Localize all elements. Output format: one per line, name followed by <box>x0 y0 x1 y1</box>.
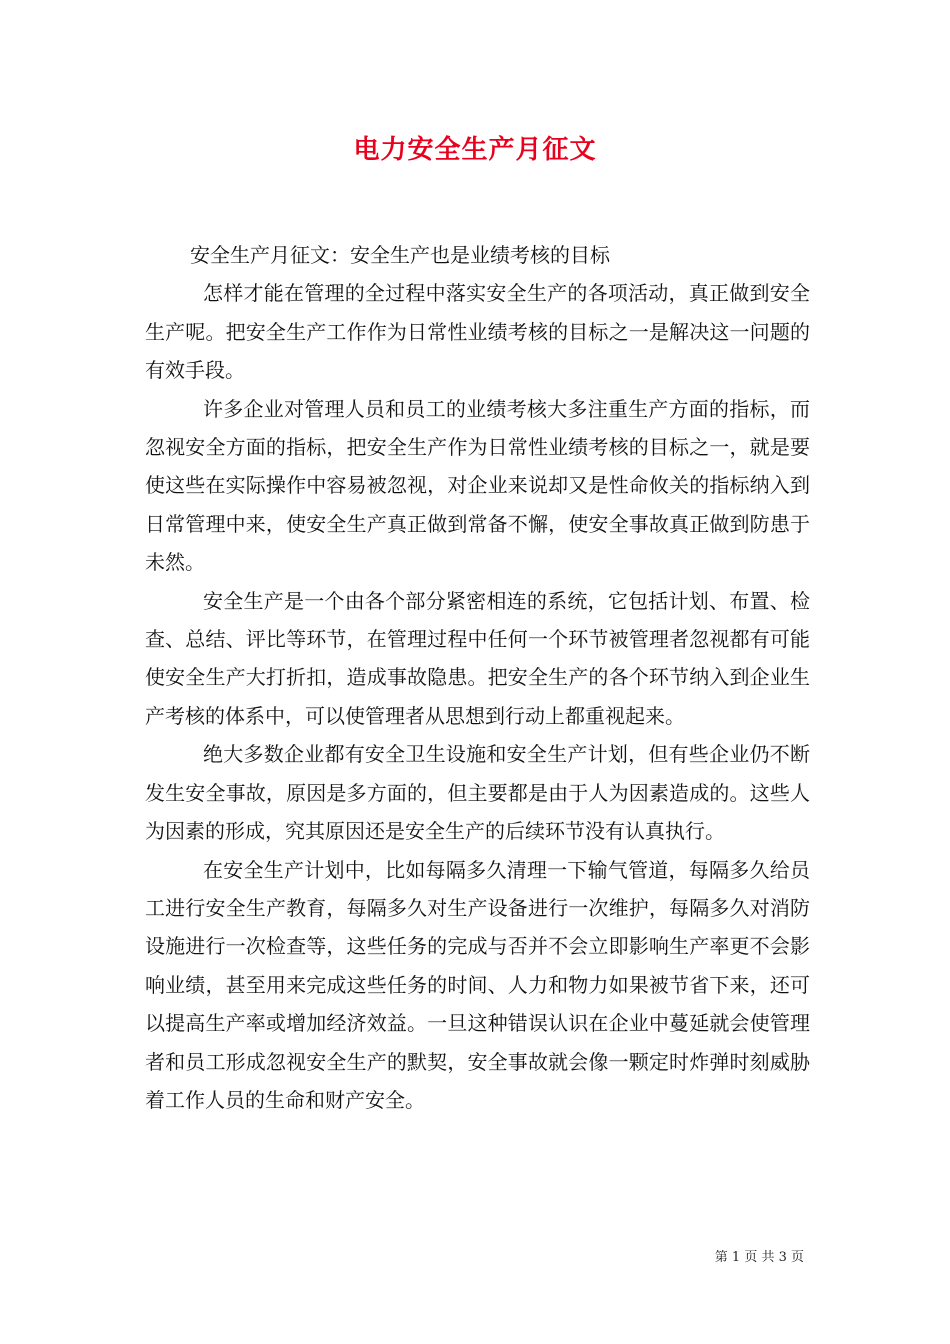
paragraph: 安全生产是一个由各个部分紧密相连的系统，它包括计划、布置、检查、总结、评比等环节，在管理过程中任何一个环节被管理者忽视都有可能使安全生产大打折扣，造成事故隐患。把安全生产的各个环节纳入到企业生产考核的体系中，可以使管理者从思想到行动上都重视起来。 <box>145 588 810 728</box>
document-body <box>145 236 810 1119</box>
document-subtitle: 安全生产月征文：安全生产也是业绩考核的目标 <box>190 243 610 267</box>
paragraph: 在安全生产计划中，比如每隔多久清理一下输气管道，每隔多久给员工进行安全生产教育，每隔多久对生产设备进行一次维护，每隔多久对消防设施进行一次检查等，这些任务的完成与否并不会立即影响生产率更不会影响业绩，甚至用来完成这些任务的时间、人力和物力如果被节省下来，还可以提高生产率或增加经济效益。一旦这种错误认识在企业中蔓延就会使管理者和员工形成忽视安全生产的默契，安全事故就会像一颗定时炸弹时刻威胁着工作人员的生命和财产安全。 <box>145 857 810 1112</box>
paragraph: 许多企业对管理人员和员工的业绩考核大多注重生产方面的指标，而忽视安全方面的指标，把安全生产作为日常性业绩考核的目标之一，就是要使这些在实际操作中容易被忽视，对企业来说却又是性命攸关的指标纳入到日常管理中来，使安全生产真正做到常备不懈，使安全事故真正做到防患于未然。 <box>145 396 810 575</box>
document-title: 电力安全生产月征文 <box>353 135 597 165</box>
paragraph: 怎样才能在管理的全过程中落实安全生产的各项活动，真正做到安全生产呢。把安全生产工作作为日常性业绩考核的目标之一是解决这一问题的有效手段。 <box>145 281 810 383</box>
page-number-footer: 第 1 页 共 3 页 <box>714 1250 804 1265</box>
paragraph: 绝大多数企业都有安全卫生设施和安全生产计划，但有些企业仍不断发生安全事故，原因是多方面的，但主要都是由于人为因素造成的。这些人为因素的形成，究其原因还是安全生产的后续环节没有认真执行。 <box>145 742 810 844</box>
